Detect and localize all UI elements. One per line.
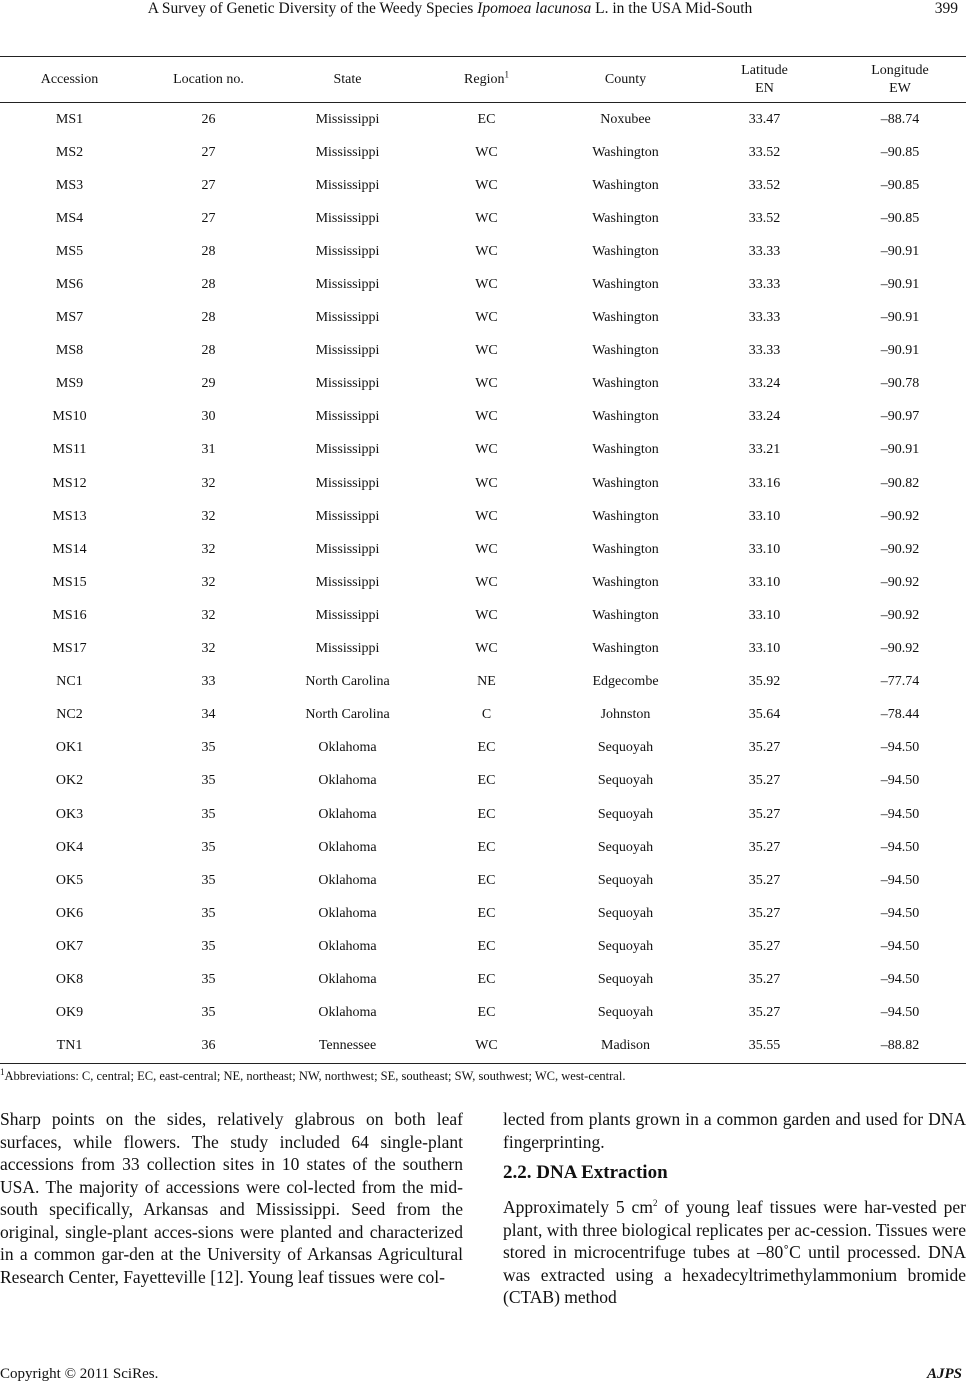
cell-region: EC	[477, 872, 496, 888]
header-latitude-unit: EN	[755, 80, 774, 96]
table-row	[0, 897, 966, 930]
footnote-text: Abbreviations: C, central; EC, east-central; NE, northeast; NW, northwest; SE, southeast; SW, southwest; WC, west-central.	[4, 1069, 626, 1083]
cell-county: Washington	[592, 607, 659, 623]
cell-region: WC	[475, 508, 498, 524]
cell-county: Washington	[592, 277, 659, 293]
cell-county: Sequoyah	[597, 740, 654, 756]
cell-location: 28	[201, 343, 216, 359]
cell-accession: MS4	[55, 210, 84, 226]
left-paragraph: Sharp points on the sides, relatively glabrous on both leaf surfaces, while flowers. The study included 64 single-plant accessions from 33 collection sites in 10 states of the southern USA. The majority of accessions were col-lected from the mid-south specifically, Arkansas and Mississippi. Seed from the original, single-plant acces-sions were planted and characterized in a common gar-den at the University of Arkansas Agricultural Research Center, Fayetteville [12]. Young leaf tissues were col-	[0, 1109, 463, 1287]
page-number: 399	[934, 0, 958, 17]
cell-region: EC	[477, 806, 496, 822]
cell-state: Mississippi	[315, 574, 380, 590]
cell-longitude: –90.91	[880, 243, 920, 259]
table-row	[0, 732, 966, 765]
cell-region: WC	[475, 277, 498, 293]
cell-latitude: 35.27	[748, 806, 781, 822]
cell-state: Mississippi	[315, 310, 380, 326]
cell-accession: MS5	[55, 243, 84, 259]
cell-location: 34	[201, 707, 216, 723]
cell-county: Washington	[592, 475, 659, 491]
cell-region: EC	[477, 740, 496, 756]
header-region	[417, 57, 556, 103]
cell-region: WC	[475, 409, 498, 425]
cell-longitude: –90.91	[880, 343, 920, 359]
cell-accession: OK4	[55, 839, 84, 855]
cell-longitude: –77.74	[880, 674, 920, 690]
cell-state: Mississippi	[315, 508, 380, 524]
cell-accession: MS11	[52, 442, 87, 458]
cell-accession: NC1	[56, 674, 83, 690]
cell-longitude: –94.50	[880, 839, 920, 855]
table-row	[0, 599, 966, 632]
cell-state: Oklahoma	[318, 1005, 377, 1021]
cell-state: Mississippi	[315, 111, 380, 127]
cell-region: WC	[475, 243, 498, 259]
cell-county: Washington	[592, 243, 659, 259]
cell-accession: OK9	[55, 1005, 84, 1021]
cell-latitude: 33.33	[748, 277, 781, 293]
cell-longitude: –94.50	[880, 773, 920, 789]
right-paragraph-2	[503, 1196, 966, 1309]
cell-location: 27	[201, 177, 216, 193]
cell-state: Mississippi	[315, 177, 380, 193]
running-title	[0, 0, 900, 18]
table-row	[0, 566, 966, 599]
cell-county: Sequoyah	[597, 773, 654, 789]
cell-accession: MS2	[55, 144, 84, 160]
cell-region: WC	[475, 475, 498, 491]
cell-county: Washington	[592, 442, 659, 458]
cell-location: 28	[201, 243, 216, 259]
cell-latitude: 33.24	[748, 376, 781, 392]
cell-latitude: 35.27	[748, 971, 781, 987]
cell-county: Washington	[592, 144, 659, 160]
section-heading: 2.2. DNA Extraction	[503, 1162, 668, 1183]
header-latitude	[695, 57, 834, 103]
cell-longitude: –90.91	[880, 310, 920, 326]
table-row	[0, 202, 966, 235]
cell-latitude: 33.33	[748, 243, 781, 259]
header-accession: Accession	[0, 57, 139, 103]
cell-latitude: 33.21	[748, 442, 781, 458]
cell-longitude: –90.91	[880, 442, 920, 458]
cell-region: EC	[477, 839, 496, 855]
table-row	[0, 434, 966, 467]
cell-latitude: 35.27	[748, 839, 781, 855]
cell-region: WC	[475, 144, 498, 160]
cell-state: Oklahoma	[318, 773, 377, 789]
cell-location: 33	[201, 674, 216, 690]
cell-longitude: –94.50	[880, 806, 920, 822]
cell-county: Sequoyah	[597, 1005, 654, 1021]
cell-state: Mississippi	[315, 376, 380, 392]
cell-state: Oklahoma	[318, 938, 377, 954]
right-p2-part-b: of young leaf tissues were har-vested per plant, with three biological replicates per ac-cession. Tissues were stored in microcentrifuge tubes at –80˚C until processed. DNA was extracted using a hexadecyltrimethylammonium bromide (CTAB) method	[503, 1197, 966, 1307]
right-p2-sup: 2	[652, 1198, 658, 1209]
cell-latitude: 33.52	[748, 177, 781, 193]
cell-latitude: 35.27	[748, 1005, 781, 1021]
cell-longitude: –88.82	[834, 1030, 966, 1064]
table-row	[0, 500, 966, 533]
table-row	[0, 963, 966, 996]
running-title-post: L. in the USA Mid-South	[591, 0, 753, 17]
cell-location: 32	[201, 541, 216, 557]
cell-latitude: 35.27	[748, 905, 781, 921]
cell-accession: OK3	[55, 806, 84, 822]
cell-county: Washington	[592, 177, 659, 193]
cell-region: WC	[475, 607, 498, 623]
cell-state: Oklahoma	[318, 806, 377, 822]
cell-location: 35	[201, 806, 216, 822]
cell-latitude: 35.27	[748, 938, 781, 954]
table-row	[0, 765, 966, 798]
cell-region: NE	[477, 674, 496, 690]
cell-location: 27	[201, 210, 216, 226]
cell-accession: MS7	[55, 310, 84, 326]
cell-location: 35	[201, 1005, 216, 1021]
cell-state: Oklahoma	[318, 839, 377, 855]
header-latitude-label: Latitude	[741, 62, 788, 78]
cell-latitude: 35.64	[748, 707, 781, 723]
cell-latitude: 35.27	[748, 773, 781, 789]
cell-region: EC	[477, 773, 496, 789]
footer-journal: AJPS	[926, 1366, 962, 1382]
cell-county: Sequoyah	[597, 806, 654, 822]
cell-county: Johnston	[600, 707, 651, 723]
table-footnote	[0, 1066, 626, 1084]
cell-longitude: –94.50	[880, 971, 920, 987]
cell-county: Washington	[592, 508, 659, 524]
cell-accession: MS13	[52, 508, 87, 524]
table-row	[0, 136, 966, 169]
accession-table	[0, 56, 966, 1064]
table-row	[0, 831, 966, 864]
cell-county: Edgecombe	[592, 674, 659, 690]
cell-longitude: –88.74	[880, 111, 920, 127]
cell-state: Mississippi	[315, 343, 380, 359]
cell-location: 36	[139, 1030, 278, 1064]
right-p2-part-a: Approximately 5 cm	[503, 1197, 653, 1217]
cell-state: Oklahoma	[318, 905, 377, 921]
left-column	[0, 1108, 463, 1288]
cell-state: Mississippi	[315, 243, 380, 259]
cell-region: EC	[477, 971, 496, 987]
running-title-species: Ipomoea lacunosa	[477, 0, 592, 17]
table-body	[0, 103, 966, 1064]
header-region-label: Region	[464, 71, 505, 87]
cell-accession: OK2	[55, 773, 84, 789]
cell-accession: MS12	[52, 475, 87, 491]
cell-region: WC	[475, 310, 498, 326]
right-column	[503, 1108, 966, 1309]
cell-location: 28	[201, 310, 216, 326]
header-longitude	[834, 57, 966, 103]
cell-longitude: –90.92	[880, 607, 920, 623]
cell-county: Washington	[592, 574, 659, 590]
cell-location: 35	[201, 872, 216, 888]
running-head	[0, 0, 966, 22]
cell-county: Sequoyah	[597, 938, 654, 954]
cell-accession: MS16	[52, 607, 87, 623]
cell-state: North Carolina	[305, 674, 390, 690]
table-row	[0, 1030, 966, 1064]
cell-region: WC	[475, 177, 498, 193]
cell-latitude: 35.92	[748, 674, 781, 690]
cell-accession: OK5	[55, 872, 84, 888]
cell-state: North Carolina	[305, 707, 390, 723]
table-row	[0, 103, 966, 137]
cell-longitude: –90.97	[880, 409, 920, 425]
cell-region: EC	[477, 905, 496, 921]
cell-location: 30	[201, 409, 216, 425]
cell-region: EC	[477, 111, 496, 127]
table-row	[0, 368, 966, 401]
cell-county: Washington	[592, 310, 659, 326]
cell-state: Mississippi	[315, 475, 380, 491]
cell-latitude: 33.52	[748, 210, 781, 226]
cell-state: Oklahoma	[318, 872, 377, 888]
cell-accession: MS1	[55, 111, 84, 127]
cell-latitude: 33.10	[748, 574, 781, 590]
cell-county: Washington	[592, 641, 659, 657]
cell-longitude: –90.78	[880, 376, 920, 392]
cell-longitude: –94.50	[880, 938, 920, 954]
cell-longitude: –78.44	[880, 707, 920, 723]
table-row	[0, 235, 966, 268]
table-row	[0, 169, 966, 202]
header-location: Location no.	[139, 57, 278, 103]
cell-state: Mississippi	[315, 210, 380, 226]
cell-location: 35	[201, 740, 216, 756]
cell-longitude: –94.50	[880, 905, 920, 921]
table-row	[0, 930, 966, 963]
header-county: County	[556, 57, 695, 103]
cell-longitude: –94.50	[880, 872, 920, 888]
cell-latitude: 33.24	[748, 409, 781, 425]
cell-longitude: –94.50	[880, 740, 920, 756]
cell-region: WC	[475, 210, 498, 226]
cell-state: Mississippi	[315, 641, 380, 657]
cell-region: WC	[475, 641, 498, 657]
cell-longitude: –90.85	[880, 177, 920, 193]
running-title-pre: A Survey of Genetic Diversity of the Weedy Species	[147, 0, 478, 17]
cell-county: Washington	[592, 343, 659, 359]
cell-location: 35	[201, 938, 216, 954]
cell-latitude: 35.27	[748, 872, 781, 888]
cell-state: Oklahoma	[318, 740, 377, 756]
cell-state: Tennessee	[278, 1030, 417, 1064]
cell-region: EC	[477, 938, 496, 954]
cell-longitude: –90.85	[880, 144, 920, 160]
footer-copyright: Copyright © 2011 SciRes.	[0, 1366, 159, 1382]
cell-latitude: 33.33	[748, 343, 781, 359]
table-row	[0, 302, 966, 335]
cell-region: WC	[417, 1030, 556, 1064]
cell-county: Washington	[592, 376, 659, 392]
cell-location: 35	[201, 971, 216, 987]
cell-latitude: 33.16	[748, 475, 781, 491]
cell-accession: MS17	[52, 641, 87, 657]
table-row	[0, 467, 966, 500]
cell-latitude: 35.27	[748, 740, 781, 756]
cell-accession: MS3	[55, 177, 84, 193]
cell-county: Washington	[592, 541, 659, 557]
table-row	[0, 401, 966, 434]
cell-location: 32	[201, 574, 216, 590]
cell-longitude: –90.92	[880, 574, 920, 590]
cell-accession: MS10	[52, 409, 87, 425]
cell-location: 32	[201, 475, 216, 491]
cell-accession: MS8	[55, 343, 84, 359]
cell-latitude: 33.47	[748, 111, 781, 127]
cell-latitude: 33.10	[748, 641, 781, 657]
cell-state: Mississippi	[315, 607, 380, 623]
cell-accession: OK1	[55, 740, 84, 756]
cell-latitude: 33.10	[748, 607, 781, 623]
cell-region: WC	[475, 376, 498, 392]
cell-accession: MS9	[55, 376, 84, 392]
cell-location: 31	[201, 442, 216, 458]
table-row	[0, 533, 966, 566]
cell-location: 35	[201, 905, 216, 921]
cell-state: Mississippi	[315, 541, 380, 557]
cell-location: 26	[201, 111, 216, 127]
cell-state: Mississippi	[315, 144, 380, 160]
cell-region: WC	[475, 574, 498, 590]
cell-location: 35	[201, 839, 216, 855]
cell-location: 35	[201, 773, 216, 789]
cell-accession: MS6	[55, 277, 84, 293]
table-row	[0, 997, 966, 1030]
cell-latitude: 35.55	[695, 1030, 834, 1064]
table-header-row	[0, 57, 966, 103]
header-longitude-label: Longitude	[871, 62, 929, 78]
header-longitude-unit: EW	[889, 80, 911, 96]
cell-county: Madison	[556, 1030, 695, 1064]
cell-county: Sequoyah	[597, 872, 654, 888]
cell-accession: OK8	[55, 971, 84, 987]
cell-county: Sequoyah	[597, 971, 654, 987]
cell-county: Sequoyah	[597, 905, 654, 921]
cell-longitude: –94.50	[880, 1005, 920, 1021]
cell-location: 32	[201, 607, 216, 623]
table-row	[0, 864, 966, 897]
cell-location: 32	[201, 508, 216, 524]
cell-longitude: –90.92	[880, 541, 920, 557]
cell-accession: OK6	[55, 905, 84, 921]
cell-location: 28	[201, 277, 216, 293]
cell-accession: MS15	[52, 574, 87, 590]
cell-region: WC	[475, 541, 498, 557]
cell-county: Washington	[592, 409, 659, 425]
cell-county: Sequoyah	[597, 839, 654, 855]
cell-latitude: 33.33	[748, 310, 781, 326]
cell-location: 27	[201, 144, 216, 160]
cell-accession: NC2	[56, 707, 83, 723]
cell-accession: OK7	[55, 938, 84, 954]
cell-latitude: 33.10	[748, 541, 781, 557]
cell-region: WC	[475, 343, 498, 359]
table-row	[0, 666, 966, 699]
cell-county: Noxubee	[600, 111, 651, 127]
cell-accession: TN1	[0, 1030, 139, 1064]
cell-state: Mississippi	[315, 277, 380, 293]
table-row	[0, 633, 966, 666]
right-paragraph-1: lected from plants grown in a common garden and used for DNA fingerprinting.	[503, 1109, 966, 1152]
cell-latitude: 33.10	[748, 508, 781, 524]
cell-state: Mississippi	[315, 409, 380, 425]
header-region-sup: 1	[504, 68, 509, 79]
cell-region: C	[481, 707, 492, 723]
cell-county: Washington	[592, 210, 659, 226]
cell-longitude: –90.91	[880, 277, 920, 293]
cell-location: 29	[201, 376, 216, 392]
cell-region: EC	[477, 1005, 496, 1021]
table-row	[0, 699, 966, 732]
table-row	[0, 268, 966, 301]
cell-state: Mississippi	[315, 442, 380, 458]
cell-region: WC	[475, 442, 498, 458]
table-row	[0, 798, 966, 831]
cell-longitude: –90.85	[880, 210, 920, 226]
cell-longitude: –90.82	[880, 475, 920, 491]
header-state: State	[278, 57, 417, 103]
cell-longitude: –90.92	[880, 641, 920, 657]
cell-location: 32	[201, 641, 216, 657]
cell-longitude: –90.92	[880, 508, 920, 524]
cell-latitude: 33.52	[748, 144, 781, 160]
cell-accession: MS14	[52, 541, 87, 557]
cell-state: Oklahoma	[318, 971, 377, 987]
footnote-sup: 1	[0, 1066, 5, 1077]
table-row	[0, 335, 966, 368]
